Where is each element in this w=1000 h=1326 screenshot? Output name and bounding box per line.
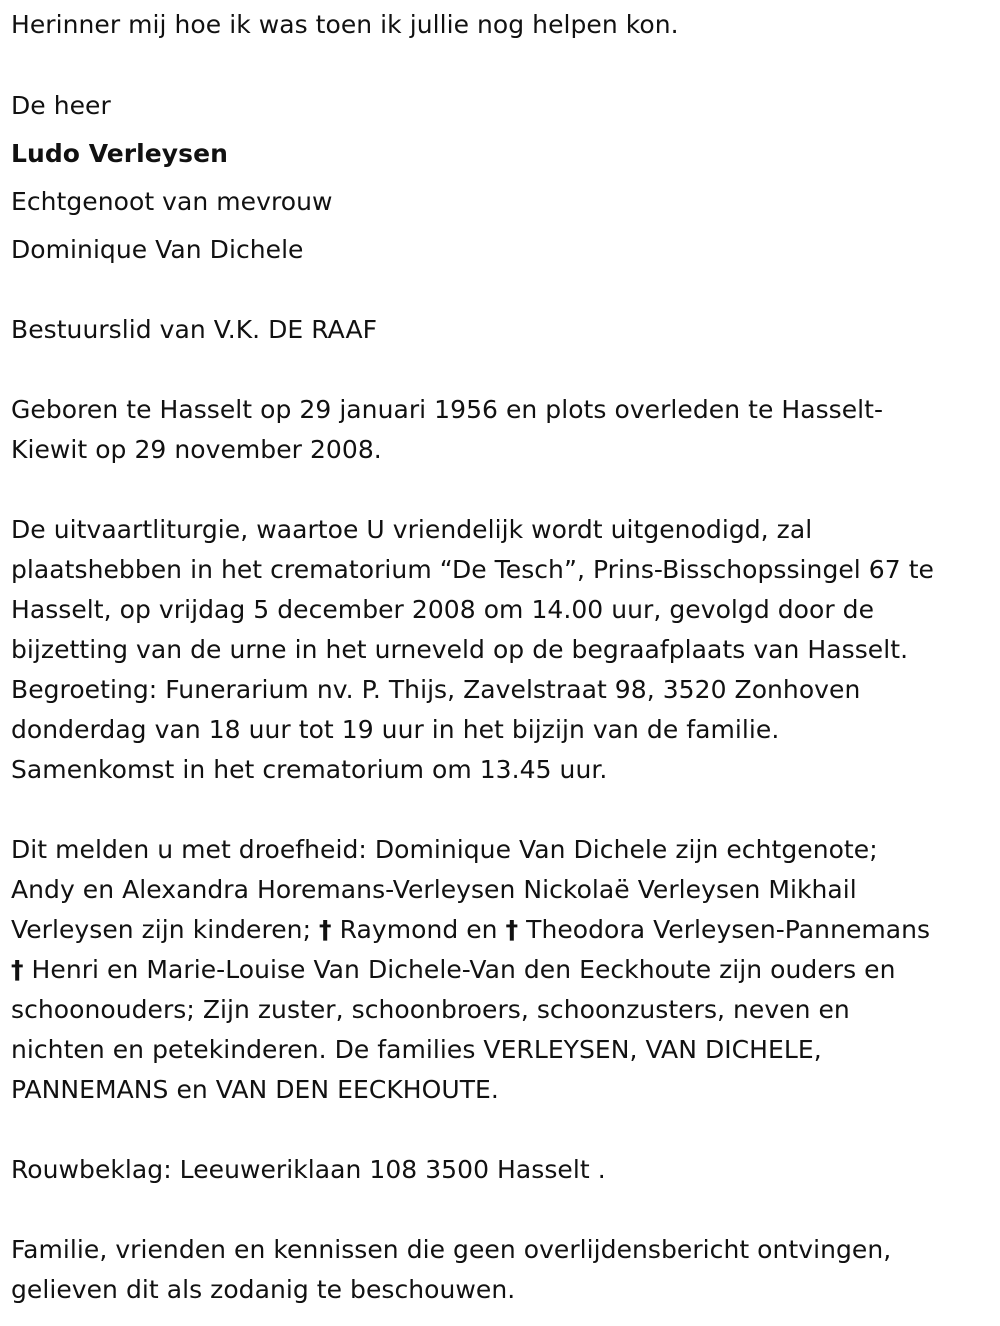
ceremony-line-6: donderdag van 18 uur tot 19 uur in het bijzijn van de familie. xyxy=(11,715,780,744)
motto: Herinner mij hoe ik was toen ik jullie nog helpen kon. xyxy=(11,10,679,39)
condolence-address: Rouwbeklag: Leeuweriklaan 108 3500 Hasselt . xyxy=(11,1155,606,1184)
ceremony-line-5: Begroeting: Funerarium nv. P. Thijs, Zavelstraat 98, 3520 Zonhoven xyxy=(11,675,861,704)
cross-icon: † xyxy=(505,915,519,944)
announcement-line-4 xyxy=(11,950,992,990)
announcement-text: Raymond en xyxy=(331,915,506,944)
birth-line-1: Geboren te Hasselt op 29 januari 1956 en plots overleden te Hasselt- xyxy=(11,395,884,424)
role: Bestuurslid van V.K. DE RAAF xyxy=(11,315,378,344)
announcement-line-3 xyxy=(11,910,992,950)
announcement-line-5: schoonouders; Zijn zuster, schoonbroers, schoonzusters, neven en xyxy=(11,995,850,1024)
announcement-line-2: Andy en Alexandra Horemans-Verleysen Nickolaë Verleysen Mikhail xyxy=(11,875,857,904)
spouse-name: Dominique Van Dichele xyxy=(11,235,304,264)
ceremony-line-3: Hasselt, op vrijdag 5 december 2008 om 14.00 uur, gevolgd door de xyxy=(11,595,875,624)
salutation: De heer xyxy=(11,91,111,120)
ceremony-line-4: bijzetting van de urne in het urneveld op de begraafplaats van Hasselt. xyxy=(11,635,909,664)
spouse-intro: Echtgenoot van mevrouw xyxy=(11,187,333,216)
announcement-line-7: PANNEMANS en VAN DEN EECKHOUTE. xyxy=(11,1075,499,1104)
announcement-text: Verleysen zijn kinderen; xyxy=(11,915,320,944)
closing-line-1: Familie, vrienden en kennissen die geen overlijdensbericht ontvingen, xyxy=(11,1235,892,1264)
announcement-text: Henri en Marie-Louise Van Dichele-Van den Eeckhoute zijn ouders en xyxy=(23,955,896,984)
ceremony-line-2: plaatshebben in het crematorium “De Tesch”, Prins-Bisschopssingel 67 te xyxy=(11,555,934,584)
ceremony-line-7: Samenkomst in het crematorium om 13.45 uur. xyxy=(11,755,608,784)
announcement-line-6: nichten en petekinderen. De families VERLEYSEN, VAN DICHELE, xyxy=(11,1035,822,1064)
closing-line-2: gelieven dit als zodanig te beschouwen. xyxy=(11,1275,516,1304)
cross-icon: † xyxy=(319,915,332,944)
announcement-line-1: Dit melden u met droefheid: Dominique Van Dichele zijn echtgenote; xyxy=(11,835,878,864)
ceremony-line-1: De uitvaartliturgie, waartoe U vriendelijk wordt uitgenodigd, zal xyxy=(11,515,813,544)
cross-icon: † xyxy=(11,955,24,984)
announcement-text: Theodora Verleysen-Pannemans xyxy=(518,915,931,944)
birth-line-2: Kiewit op 29 november 2008. xyxy=(11,435,382,464)
deceased-name: Ludo Verleysen xyxy=(11,139,228,168)
